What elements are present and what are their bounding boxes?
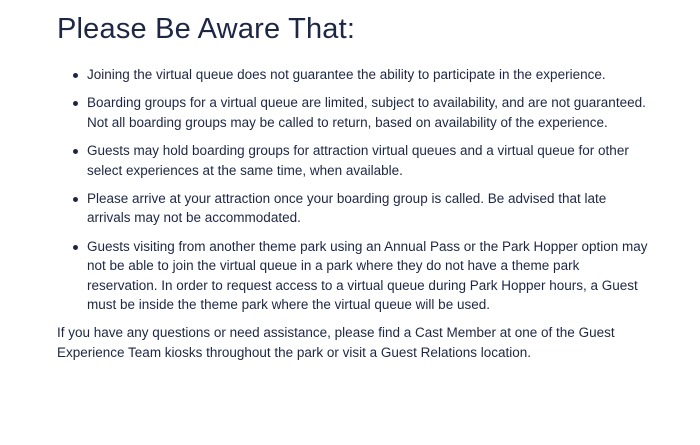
bullet-icon — [73, 101, 78, 106]
list-item — [87, 65, 672, 84]
bullet-icon — [73, 245, 78, 250]
list-item-text: Boarding groups for a virtual queue are limited, subject to availability, and are not guaranteed. Not all boarding groups may be called to return, based on availability of the experience. — [87, 95, 646, 130]
bullet-icon — [73, 197, 78, 202]
assistance-text: If you have any questions or need assistance, please find a Cast Member at one of the Guest Experience Team kiosks throughout the park or visit a Guest Relations location. — [57, 325, 615, 360]
notice-list — [57, 65, 672, 314]
list-item-text: Please arrive at your attraction once your boarding group is called. Be advised that late arrivals may not be accommodated. — [87, 191, 607, 226]
bullet-icon — [73, 149, 78, 154]
list-item — [87, 93, 672, 132]
list-item-text: Guests visiting from another theme park using an Annual Pass or the Park Hopper option may not be able to join the virtual queue in a park where they do not have a theme park reservation. In order to request access to a virtual queue during Park Hopper hours, a Guest must be inside the theme park where the virtual queue will be used. — [87, 238, 648, 313]
list-item-text: Guests may hold boarding groups for attraction virtual queues and a virtual queue for other select experiences at the same time, when available. — [87, 143, 629, 178]
list-item — [87, 141, 672, 180]
page-title: Please Be Aware That: — [57, 13, 356, 45]
list-item — [87, 189, 672, 228]
list-item-text: Joining the virtual queue does not guarantee the ability to participate in the experience. — [87, 67, 606, 82]
bullet-icon — [73, 73, 78, 78]
list-item — [87, 237, 672, 315]
